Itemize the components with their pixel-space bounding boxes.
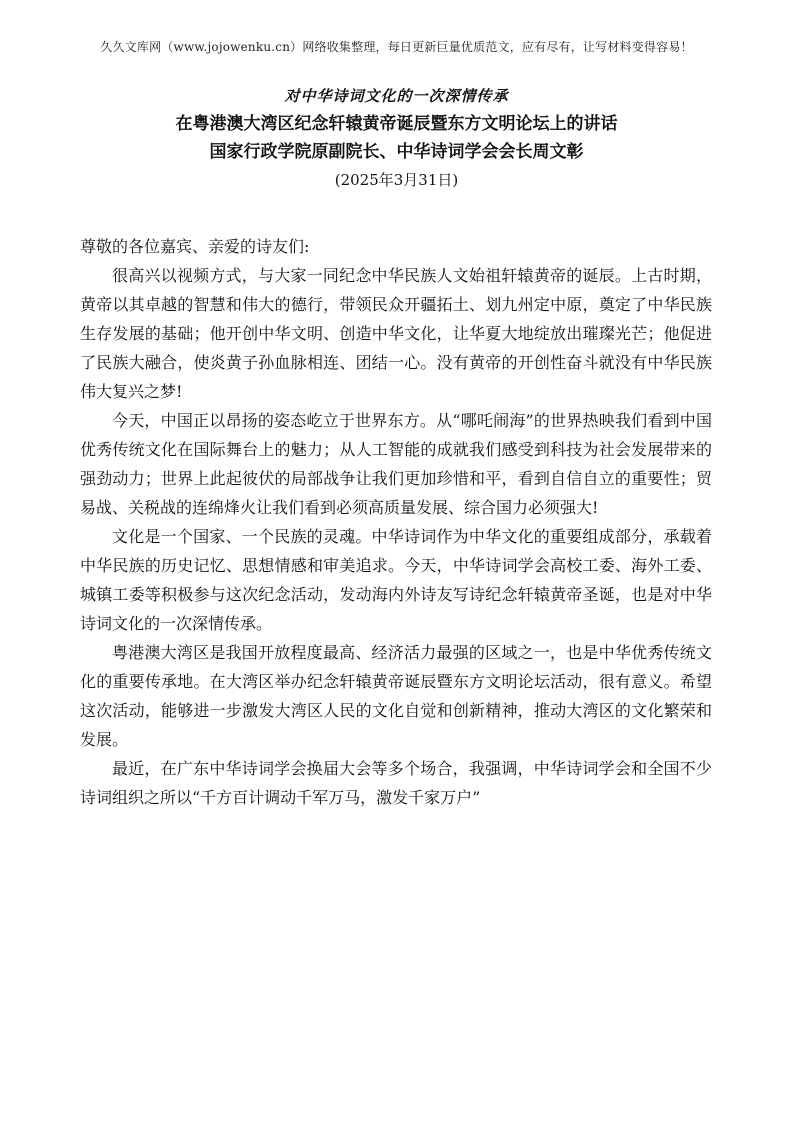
- document-title: 对中华诗词文化的一次深情传承: [284, 87, 509, 105]
- paragraph: 今天，中国正以昂扬的姿态屹立于世界东方。从“哪吒闹海”的世界热映我们看到中国优秀传统文化在国际舞台上的魅力；从人工智能的成就我们感受到科技为社会发展带来的强劲动力；世界上此起彼伏的局部战争让我们更加珍惜和平，看到自信自立的重要性；贸易战、关税战的连绵烽火让我们看到必须高质量发展、综合国力必须强大!: [80, 411, 712, 517]
- salutation: 尊敬的各位嘉宾、亲爱的诗友们:: [80, 237, 310, 256]
- document-heading: [0, 82, 793, 194]
- paragraph: 粤港澳大湾区是我国开放程度最高、经济活力最强的区域之一，也是中华优秀传统文化的重要传承地。在大湾区举办纪念轩辕黄帝诞辰暨东方文明论坛活动，很有意义。希望这次活动，能够进一步激发大湾区人民的文化自觉和创新精神，推动大湾区的文化繁荣和发展。: [80, 643, 712, 749]
- paragraph: 很高兴以视频方式，与大家一同纪念中华民族人文始祖轩辕黄帝的诞辰。上古时期，黄帝以其卓越的智慧和伟大的德行，带领民众开疆拓土、划九州定中原，奠定了中华民族生存发展的基础；他开创中华文明、创造中华文化，让华夏大地绽放出璀璨光芒；他促进了民族大融合，使炎黄子孙血脉相连、团结一心。没有黄帝的开创性奋斗就没有中华民族伟大复兴之梦!: [80, 266, 712, 401]
- speech-body: [80, 232, 712, 812]
- source-banner: 久久文库网（www.jojowenku.cn）网络收集整理，每日更新巨量优质范文，应有尽有，让写材料变得容易！: [100, 40, 693, 54]
- paragraph: 最近，在广东中华诗词学会换届大会等多个场合，我强调，中华诗词学会和全国不少诗词组织之所以“千方百计调动千军万马，激发千家万户”: [80, 759, 712, 807]
- speaker-line: 国家行政学院原副院长、中华诗词学会会长周文彰: [209, 142, 584, 162]
- paragraph: 文化是一个国家、一个民族的灵魂。中华诗词作为中华文化的重要组成部分，承载着中华民族的历史记忆、思想情感和审美追求。今天，中华诗词学会高校工委、海外工委、城镇工委等积极参与这次纪念活动，发动海内外诗友写诗纪念轩辕黄帝圣诞，也是对中华诗词文化的一次深情传承。: [80, 527, 712, 633]
- speech-subtitle: 在粤港澳大湾区纪念轩辕黄帝诞辰暨东方文明论坛上的讲话: [175, 114, 618, 134]
- speech-date: (2025年3月31日): [334, 171, 459, 189]
